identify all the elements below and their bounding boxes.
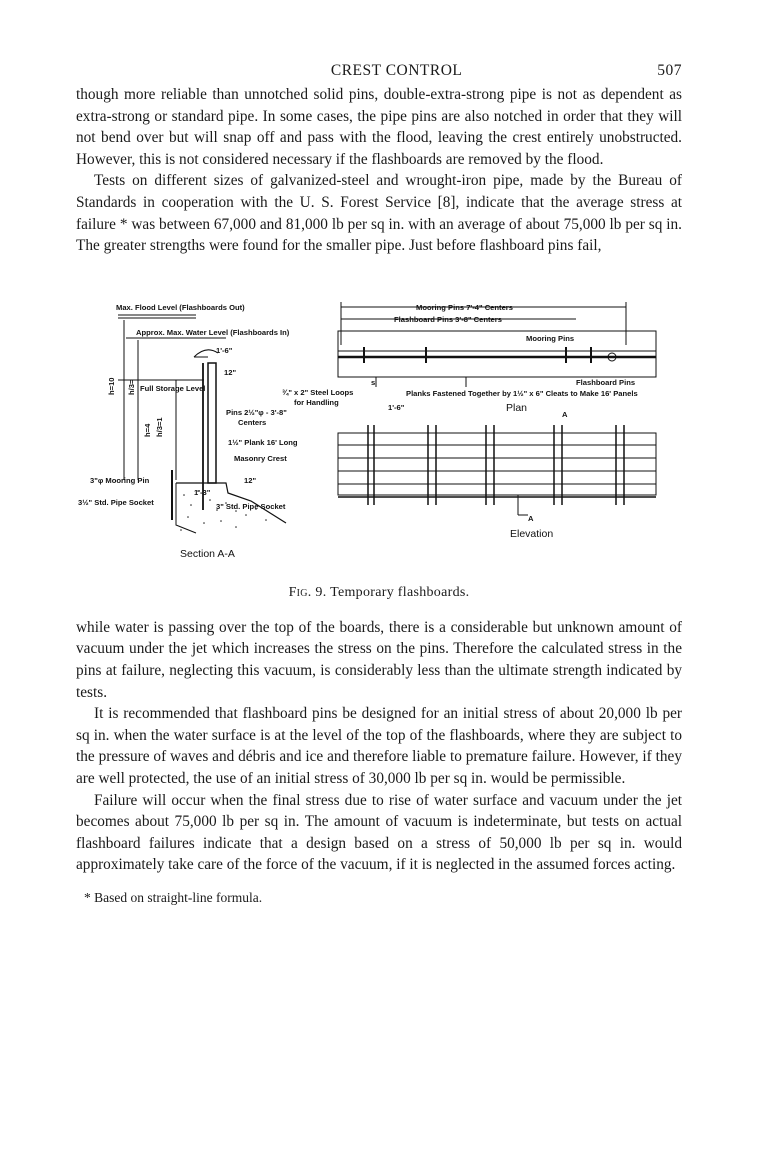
label-for-handling: for Handling: [294, 397, 339, 407]
figure-temporary-flashboards: [76, 265, 682, 585]
label-h-left-b: h/3=: [127, 379, 136, 395]
label-pipe-socket-left: 3½" Std. Pipe Socket: [78, 497, 154, 507]
label-elevation: Elevation: [510, 527, 554, 540]
label-full-storage: Full Storage Level: [140, 383, 206, 393]
book-page: [76, 62, 682, 906]
paragraph-bottom-1: while water is passing over the top of the boards, there is a considerable but unknown amount of vacuum under the jet which increases the stress on the pins. Therefore the calculated stress in the pins at failure, neglecting this vacuum, is considerably less than the ultimate strength indicated by tests.: [76, 618, 682, 701]
label-a-top: A: [562, 409, 568, 419]
label-a-bottom: A: [528, 513, 534, 523]
figure-caption: [76, 585, 682, 601]
paragraph-bottom-2: It is recommended that flashboard pins be designed for an initial stress of about 20,000 lb per sq in. when the water surface is at the level of the top of the flashboards, where they are subject to the pressure of waves and débris and ice and therefore liable to premature failure. However, if they are well protected, the use of an initial stress of 30,000 lb per sq in. would be permissible.: [76, 705, 682, 787]
label-section: Section A-A: [180, 547, 235, 560]
flashboard-plank-section: [208, 363, 216, 483]
footnote: * Based on straight-line formula.: [84, 889, 263, 905]
label-steel-loops: ¾" x 2" Steel Loops: [282, 387, 354, 397]
label-mooring-centers: Mooring Pins 7'-4" Centers: [416, 302, 513, 312]
caption-text: Temporary flashboards.: [330, 584, 470, 600]
elevation-outline: [338, 433, 656, 495]
label-plan-dim-1-6: 1'-6": [388, 402, 405, 412]
elevation-pins: [368, 425, 624, 505]
running-title: CREST CONTROL: [330, 62, 463, 79]
label-centers: Centers: [238, 417, 267, 427]
label-approx-max: Approx. Max. Water Level (Flashboards In): [136, 327, 290, 337]
label-pipe-socket-right: 3" Std. Pipe Socket: [216, 501, 286, 511]
label-pins: Pins 2½"φ - 3'-8": [226, 407, 287, 417]
label-plan: Plan: [506, 401, 528, 414]
label-plank: 1½" Plank 16' Long: [228, 437, 298, 447]
label-flash-centers: Flashboard Pins 3'-8" Centers: [394, 314, 502, 324]
label-dim-1-3: 1'-3": [194, 487, 211, 497]
running-header: [76, 62, 682, 84]
page-number: 507: [657, 62, 682, 79]
label-dim-12b: 12": [244, 475, 257, 485]
label-planks-fastened: Planks Fastened Together by 1½" x 6" Cleats to Make 16' Panels: [406, 388, 638, 398]
label-h-left-d: h/3=1: [155, 417, 164, 437]
paragraph-top-1: though more reliable than unnotched solid pins, double-extra-strong pipe is not as dependent as extra-strong or standard pipe. In some cases, the pipe pins are also notched in order that they will not bend over but will snap off and pass with the flood, leaving the crest entirely unobstructed. However, this is not considered necessary if the flashboards are removed by the flood.: [76, 86, 682, 168]
flashboard-drawing: [76, 265, 682, 585]
label-h-left-a: h=10: [107, 377, 116, 395]
label-masonry: Masonry Crest: [234, 453, 287, 463]
label-mooring-pin: 3"φ Mooring Pin: [90, 475, 150, 485]
label-flashboard-pins: Flashboard Pins: [576, 377, 636, 387]
label-dim-1-6: 1'-6": [216, 345, 233, 355]
label-dim-12: 12": [224, 367, 237, 377]
paragraph-top-2: Tests on different sizes of galvanized-steel and wrought-iron pipe, made by the Bureau of Standards in cooperation with the U. S. Forest Service [8], indicate that the average stress at failure * was between 67,000 and 81,000 lb per sq in. with an average of about 75,000 lb per sq in. The greater strengths were found for the smaller pipe. Just before flashboard pins fail,: [76, 172, 682, 255]
caption-label: Fig. 9.: [288, 584, 327, 600]
label-h-left-c: h=4: [143, 423, 152, 437]
label-dim-s: s: [371, 377, 376, 387]
label-mooring-pins: Mooring Pins: [526, 333, 575, 343]
paragraph-bottom-3: Failure will occur when the final stress due to rise of water surface and vacuum under the jet becomes about 75,000 lb per sq in. The amount of vacuum is indeterminate, but tests on actual flashboard failures indicate that a design based on a stress of 50,000 lb per sq in. would approximately take care of the force of the vacuum, if it is neglected in the assumed forces acting.: [76, 791, 682, 874]
plan-outline: [338, 331, 656, 377]
label-max-flood: Max. Flood Level (Flashboards Out): [116, 302, 245, 312]
